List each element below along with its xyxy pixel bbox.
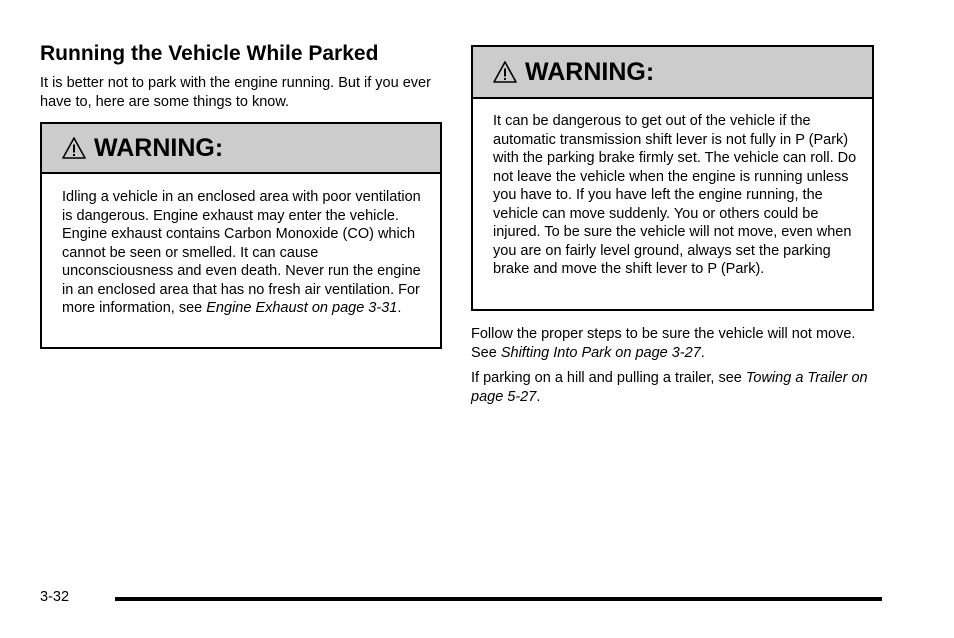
warning-body-text: Idling a vehicle in an enclosed area with poor ventilation is dangerous. Engine exhaust may enter the vehicle. Engine exhaust contains Carbon Monoxide (CO) which cannot be seen or smelled. It can cause unconsciousness and even death. Never run the engine in an enclosed area that has no fresh air ventilation. For more information, see bbox=[62, 189, 421, 316]
sentence-end: . bbox=[700, 344, 705, 361]
intro-paragraph: It is better not to park with the engine running. But if you ever have to, here are some things to know. bbox=[40, 75, 431, 110]
left-column bbox=[40, 40, 442, 349]
sentence-end: . bbox=[536, 388, 541, 405]
warning-text bbox=[42, 174, 440, 329]
warning-box-exhaust bbox=[40, 122, 442, 349]
shifting-paragraph bbox=[471, 325, 874, 362]
cross-reference-link[interactable]: Engine Exhaust on page 3-31 bbox=[206, 300, 398, 316]
right-column bbox=[471, 45, 874, 406]
warning-triangle-icon bbox=[493, 60, 517, 84]
trailer-paragraph bbox=[471, 369, 874, 406]
warning-triangle-icon bbox=[62, 136, 86, 160]
warning-title: WARNING: bbox=[525, 57, 655, 86]
warning-header bbox=[473, 47, 872, 99]
paragraph-text: If parking on a hill and pulling a trailer, see bbox=[471, 370, 746, 386]
paragraph-text: Follow the proper steps to be sure the vehicle will not move. See bbox=[471, 326, 856, 361]
page-number: 3-32 bbox=[40, 589, 70, 605]
warning-header bbox=[42, 124, 440, 174]
warning-text: It can be dangerous to get out of the vehicle if the automatic transmission shift lever is not fully in P (Park) with the parking brake firmly set. The vehicle can roll. Do not leave the vehicle when the engine is running unless you have to. If you have left the engine running, the vehicle can move suddenly. You or others could be injured. To be sure the vehicle will not move, even when you are on fairly level ground, always set the parking brake and move the shift lever to P (Park). bbox=[493, 113, 857, 277]
warning-title: WARNING: bbox=[94, 133, 224, 162]
sentence-end: . bbox=[397, 300, 402, 316]
section-heading: Running the Vehicle While Parked bbox=[40, 42, 379, 65]
warning-box-park bbox=[471, 45, 874, 311]
cross-reference-link[interactable]: Towing a Trailer on page 5-27 bbox=[471, 370, 868, 405]
cross-reference-link[interactable]: Shifting Into Park on page 3-27 bbox=[500, 344, 701, 361]
footer-rule bbox=[115, 597, 882, 601]
